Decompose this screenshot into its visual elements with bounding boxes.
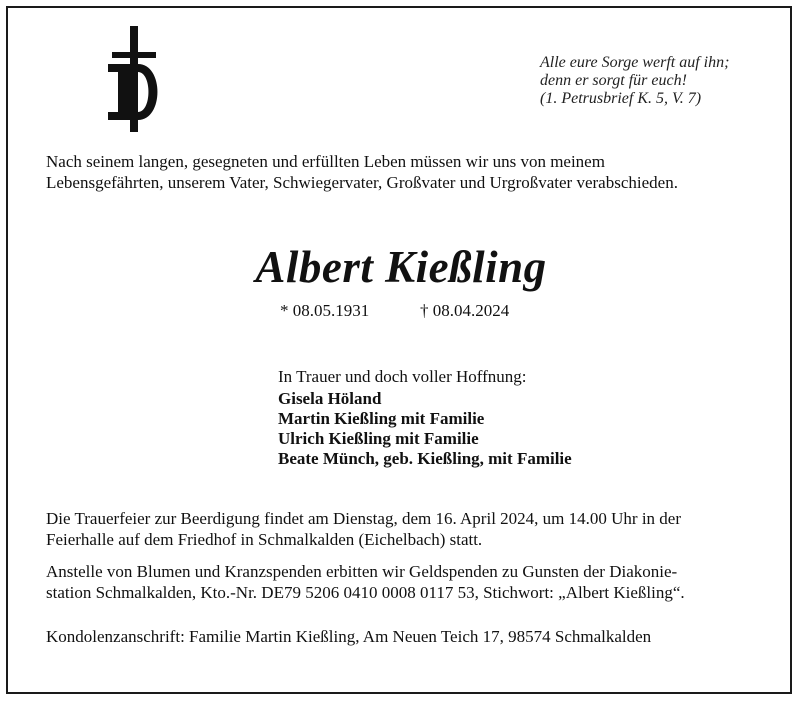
mourner-name: Beate Münch, geb. Kießling, mit Familie [278, 449, 572, 468]
verse-citation: (1. Petrusbrief K. 5, V. 7) [540, 90, 702, 107]
birth-date: * 08.05.1931 [280, 301, 370, 320]
verse-line: denn er sorgt für euch! [540, 72, 687, 89]
deceased-name: Albert Kießling [255, 242, 547, 292]
condolence-address: Kondolenzanschrift: Familie Martin Kießling, Am Neuen Teich 17, 98574 Schmalkalden [46, 627, 652, 646]
bible-verse [540, 54, 729, 108]
funeral-info-line: Die Trauerfeier zur Beerdigung findet am Dienstag, dem 16. April 2024, um 14.00 Uhr in der [46, 509, 682, 528]
donation-info-line: station Schmalkalden, Kto.-Nr. DE79 5206 0410 0008 0117 53, Stichwort: „Albert Kießling“. [46, 583, 685, 602]
mourners-intro: In Trauer und doch voller Hoffnung: [278, 367, 527, 386]
mourner-name: Ulrich Kießling mit Familie [278, 429, 479, 448]
donation-info-line: Anstelle von Blumen und Kranzspenden erbitten wir Geldspenden zu Gunsten der Diakonie- [46, 562, 678, 581]
verse-line: Alle eure Sorge werft auf ihn; [540, 54, 730, 71]
mourner-name: Martin Kießling mit Familie [278, 409, 485, 428]
funeral-info-line: Feierhalle auf dem Friedhof in Schmalkalden (Eichelbach) statt. [46, 530, 483, 549]
intro-line: Lebensgefährten, unserem Vater, Schwiegervater, Großvater und Urgroßvater verabschieden. [46, 173, 678, 192]
mourners-list [278, 389, 572, 469]
death-date: † 08.04.2024 [420, 301, 510, 320]
cross-chi-rho-icon [104, 24, 164, 136]
intro-line: Nach seinem langen, gesegneten und erfüllten Leben müssen wir uns von meinem [46, 152, 605, 171]
mourner-name: Gisela Höland [278, 389, 382, 408]
